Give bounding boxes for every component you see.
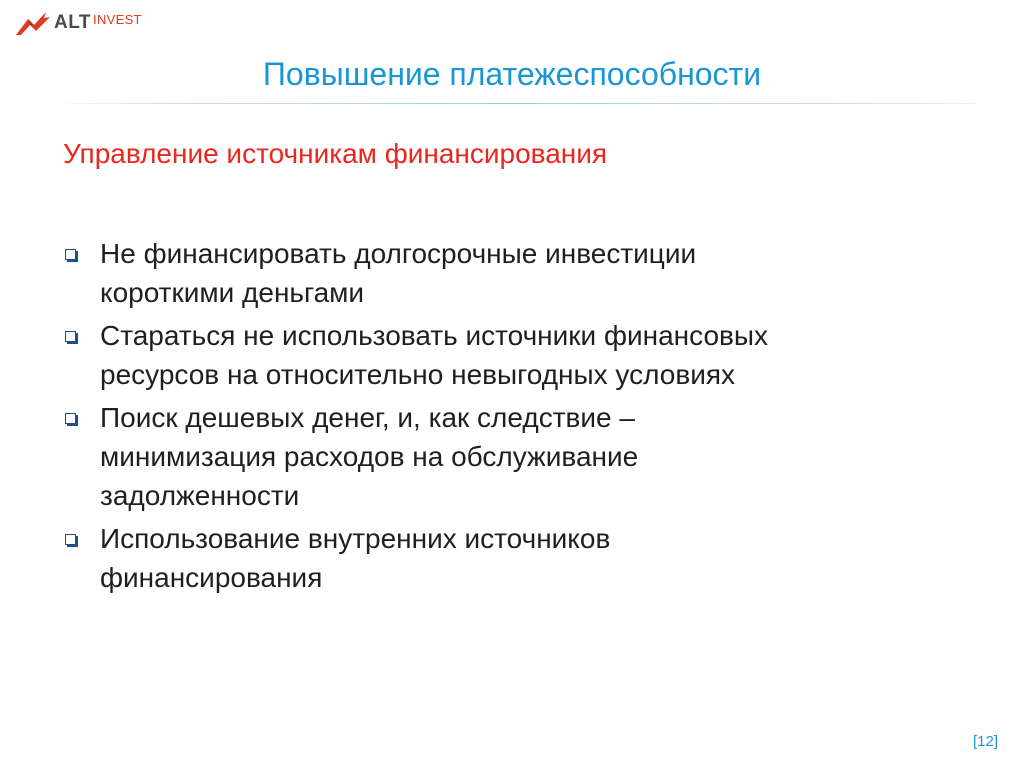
square-bullet-icon (65, 331, 76, 342)
bullet-item (60, 316, 960, 394)
bullet-text-line: задолженности (100, 480, 300, 511)
bullet-text-line: финансирования (100, 562, 323, 593)
bullet-list (60, 234, 960, 601)
logo-alt-text: ALT (54, 12, 92, 33)
title-divider (48, 103, 976, 104)
alt-invest-logo-mark-icon (14, 9, 52, 37)
page-number: [12] (972, 733, 998, 750)
bullet-text-line: ресурсов на относительно невыгодных условиях (100, 359, 735, 390)
slide-subtitle: Управление источникам финансирования (63, 138, 608, 169)
logo (14, 8, 142, 38)
bullet-text-line: минимизация расходов на обслуживание (100, 441, 639, 472)
bullet-item (60, 234, 960, 312)
bullet-text-line: Стараться не использовать источники финансовых (100, 320, 769, 351)
bullet-text-line: короткими деньгами (100, 277, 365, 308)
bullet-text-line: Поиск дешевых денег, и, как следствие – (100, 402, 635, 433)
bullet-item (60, 519, 960, 597)
square-bullet-icon (65, 249, 76, 260)
bullet-item (60, 398, 960, 515)
bullet-text-line: Не финансировать долгосрочные инвестиции (100, 238, 697, 269)
slide-title: Повышение платежеспособности (262, 56, 762, 92)
square-bullet-icon (65, 413, 76, 424)
square-bullet-icon (65, 534, 76, 545)
bullet-text-line: Использование внутренних источников (100, 523, 611, 554)
logo-invest-text: INVEST (93, 11, 142, 27)
